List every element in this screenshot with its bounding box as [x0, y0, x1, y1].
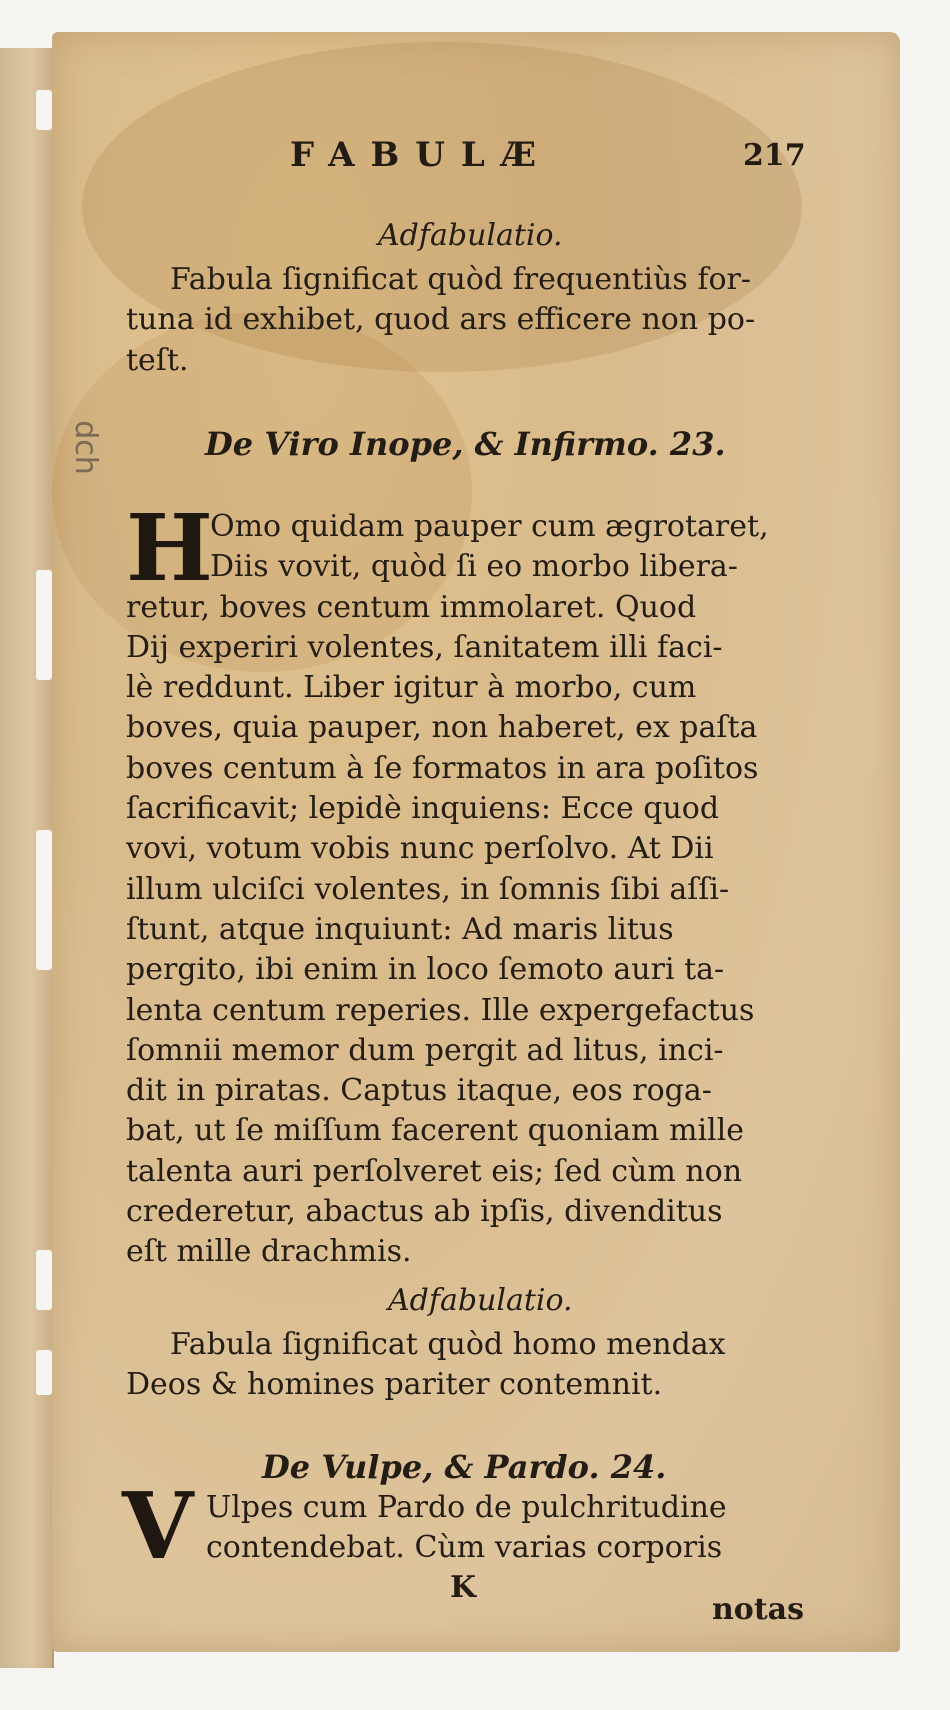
fable-body	[126, 507, 844, 1273]
text-line: crederetur, abactus ab ipſis, divenditus	[126, 1194, 723, 1230]
text-line: Dij experiri volentes, ſanitatem illi faci-	[126, 629, 723, 665]
text-line: Fabula ſignificat quòd homo mendax	[170, 1327, 726, 1362]
binding-hole	[36, 570, 52, 680]
text-line: boves, quia pauper, non haberet, ex paſta	[126, 710, 758, 746]
binding-hole	[36, 1350, 52, 1395]
catchword: notas	[712, 1592, 805, 1627]
text-line: lè reddunt. Liber igitur à morbo, cum	[126, 670, 697, 706]
text-line: ſomnii memor dum pergit ad litus, inci-	[126, 1032, 724, 1068]
text-line: Fabula ſignificat quòd frequentiùs for-	[170, 262, 751, 297]
text-line: retur, boves centum immolaret. Quod	[126, 589, 697, 625]
text-line: ſacrificavit; lepidè inquiens: Ecce quod	[126, 791, 720, 827]
text-line: Deos & homines pariter contemnit.	[126, 1367, 663, 1403]
drop-cap: H	[126, 494, 213, 602]
drop-cap: V	[122, 1472, 194, 1580]
text-line: talenta auri perſolveret eis; ſed cùm non	[126, 1153, 743, 1189]
text-line: Ulpes cum Pardo de pulchritudine	[206, 1490, 727, 1525]
binding-hole	[36, 1250, 52, 1310]
text-line: dit in piratas. Captus itaque, eos roga-	[126, 1073, 712, 1109]
binding-hole	[36, 830, 52, 970]
running-title: FABULÆ	[290, 135, 552, 175]
text-line: eſt mille drachmis.	[126, 1234, 412, 1270]
text-line: bat, ut ſe miſſum facerent quoniam mille	[126, 1113, 744, 1149]
margin-note: dch	[67, 420, 103, 475]
text-line: contendebat. Cùm varias corporis	[206, 1530, 723, 1566]
text-line: boves centum à ſe formatos in ara poſitos	[126, 750, 759, 786]
moral-heading: Adfabulatio.	[378, 218, 563, 253]
text-line: ſtunt, atque inquiunt: Ad maris litus	[126, 911, 674, 947]
text-line: Diis vovit, quòd ſi eo morbo libera-	[210, 549, 738, 585]
text-line: pergito, ibi enim in loco ſemoto auri ta-	[126, 952, 725, 988]
fable-title: De Vulpe, & Pardo. 24.	[262, 1448, 667, 1486]
signature-mark: K	[450, 1570, 477, 1605]
binding-hole	[36, 90, 52, 130]
fable-title: De Viro Inope, & Infirmo. 23.	[205, 425, 726, 463]
text-line: illum ulciſci volentes, in ſomnis ſibi aſſi-	[126, 871, 730, 907]
text-line: tuna id exhibet, quod ars efficere non po-	[126, 302, 756, 338]
text-line: teſt.	[126, 342, 189, 378]
text-line: Omo quidam pauper cum ægrotaret,	[210, 509, 769, 544]
moral-text	[126, 260, 844, 381]
moral-text	[126, 1325, 844, 1406]
fable-body	[126, 1488, 844, 1569]
text-line: vovi, votum vobis nunc perſolvo. At Dii	[126, 831, 714, 867]
moral-heading: Adfabulatio.	[388, 1283, 573, 1318]
page-number: 217	[743, 138, 806, 173]
text-line: lenta centum reperies. Ille expergefactus	[126, 992, 755, 1028]
